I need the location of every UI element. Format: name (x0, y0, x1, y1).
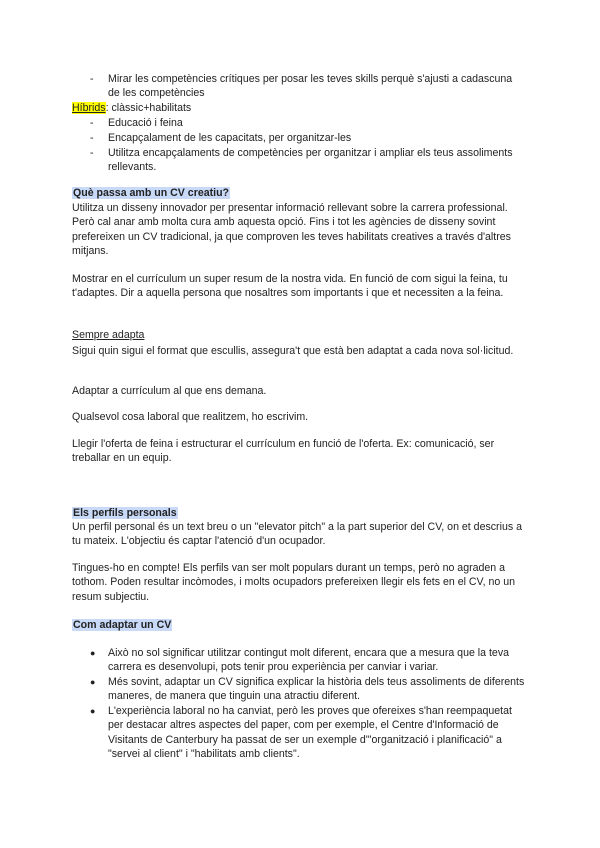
list-item (90, 646, 530, 675)
paragraph: Qualsevol cosa laboral que realitzem, ho escrivim. (72, 411, 309, 423)
list-item-text: Això no sol significar utilitzar contingut molt diferent, encara que a mesura que la teva carrera es desenvolupi, pots tenir prou experiència per canviar i variar. (108, 647, 510, 674)
hibrids-text: : clàssic+habilitats (105, 102, 192, 114)
hibrids-label: Híbrids (72, 102, 106, 114)
paragraph: Utilitza un disseny innovador per presentar informació rellevant sobre la carrera professional. Però cal anar amb molta cura amb aquesta opció. Fins i tot les agències de disseny sovint prefereixen un CV tradicional, ja que comproven les teves habilitats creatives a través d'altres mitjans. (72, 202, 511, 258)
list-item-text: Mirar les competències crítiques per posar les teves skills perquè s'ajusti a cadascuna de les competències (108, 73, 513, 100)
heading-creative-cv: Què passa amb un CV creatiu? (73, 187, 230, 199)
paragraph: Adaptar a currículum al que ens demana. (72, 385, 267, 397)
subheading (72, 328, 532, 342)
section-heading (72, 506, 532, 520)
list-item-text: L'experiència laboral no ha canviat, però les proves que ofereixes s'han reempaquetat per destacar altres aspectes del paper, com per exemple, el Centre d'Informació de Visitants de Canterbury ha passat de ser un exemple d'"organització i planificació" a "servei al client" i "habilitats amb clients". (108, 705, 512, 761)
paragraph: Mostrar en el currículum un super resum de la nostra vida. En funció de com sigui la feina, tu t'adaptes. Dir a aquella persona que nosaltres som importants i que et necessiten a la feina. (72, 273, 508, 300)
paragraph: Un perfil personal és un text breu o un "elevator pitch" a la part superior del CV, on et descrius a tu mateix. L'objectiu és captar l'atenció d'un ocupador. (72, 521, 522, 548)
list-item (90, 146, 520, 175)
list-item-text: Educació i feina (108, 117, 183, 129)
list-item (90, 116, 520, 130)
list-item (90, 675, 530, 704)
section-heading (72, 618, 532, 632)
bullet-marker: ● (90, 706, 96, 716)
bullet-marker: ● (90, 677, 96, 687)
dash-marker: - (90, 117, 94, 129)
subheading-text: Sempre adapta (72, 329, 145, 341)
hibrids-line (72, 101, 532, 115)
heading-personal-profiles: Els perfils personals (73, 507, 177, 519)
list-item (90, 72, 520, 101)
heading-adapt-cv: Com adaptar un CV (73, 619, 172, 631)
list-item (90, 131, 520, 145)
bullet-marker: ● (90, 648, 96, 658)
list-item-text: Utilitza encapçalaments de competències per organitzar i ampliar els teus assoliments rellevants. (108, 147, 513, 174)
paragraph: Sigui quin sigui el format que escullis, assegura't que està ben adaptat a cada nova sol·licitud. (72, 345, 514, 357)
dash-marker: - (90, 147, 94, 159)
list-item (90, 704, 530, 762)
dash-marker: - (90, 73, 94, 85)
list-item-text: Encapçalament de les capacitats, per organitzar-les (108, 132, 352, 144)
dash-marker: - (90, 132, 94, 144)
list-item-text: Més sovint, adaptar un CV significa explicar la història dels teus assoliments de diferents maneres, de manera que tinguin una atractiu diferent. (108, 676, 525, 703)
section-heading (72, 186, 532, 200)
paragraph: Llegir l'oferta de feina i estructurar el currículum en funció de l'oferta. Ex: comunicació, ser treballar en un equip. (72, 438, 495, 465)
paragraph: Tingues-ho en compte! Els perfils van ser molt populars durant un temps, però no agraden a tothom. Poden resultar incòmodes, i molts ocupadors prefereixen llegir els fets en el CV, no un resum subjectiu. (72, 562, 516, 603)
